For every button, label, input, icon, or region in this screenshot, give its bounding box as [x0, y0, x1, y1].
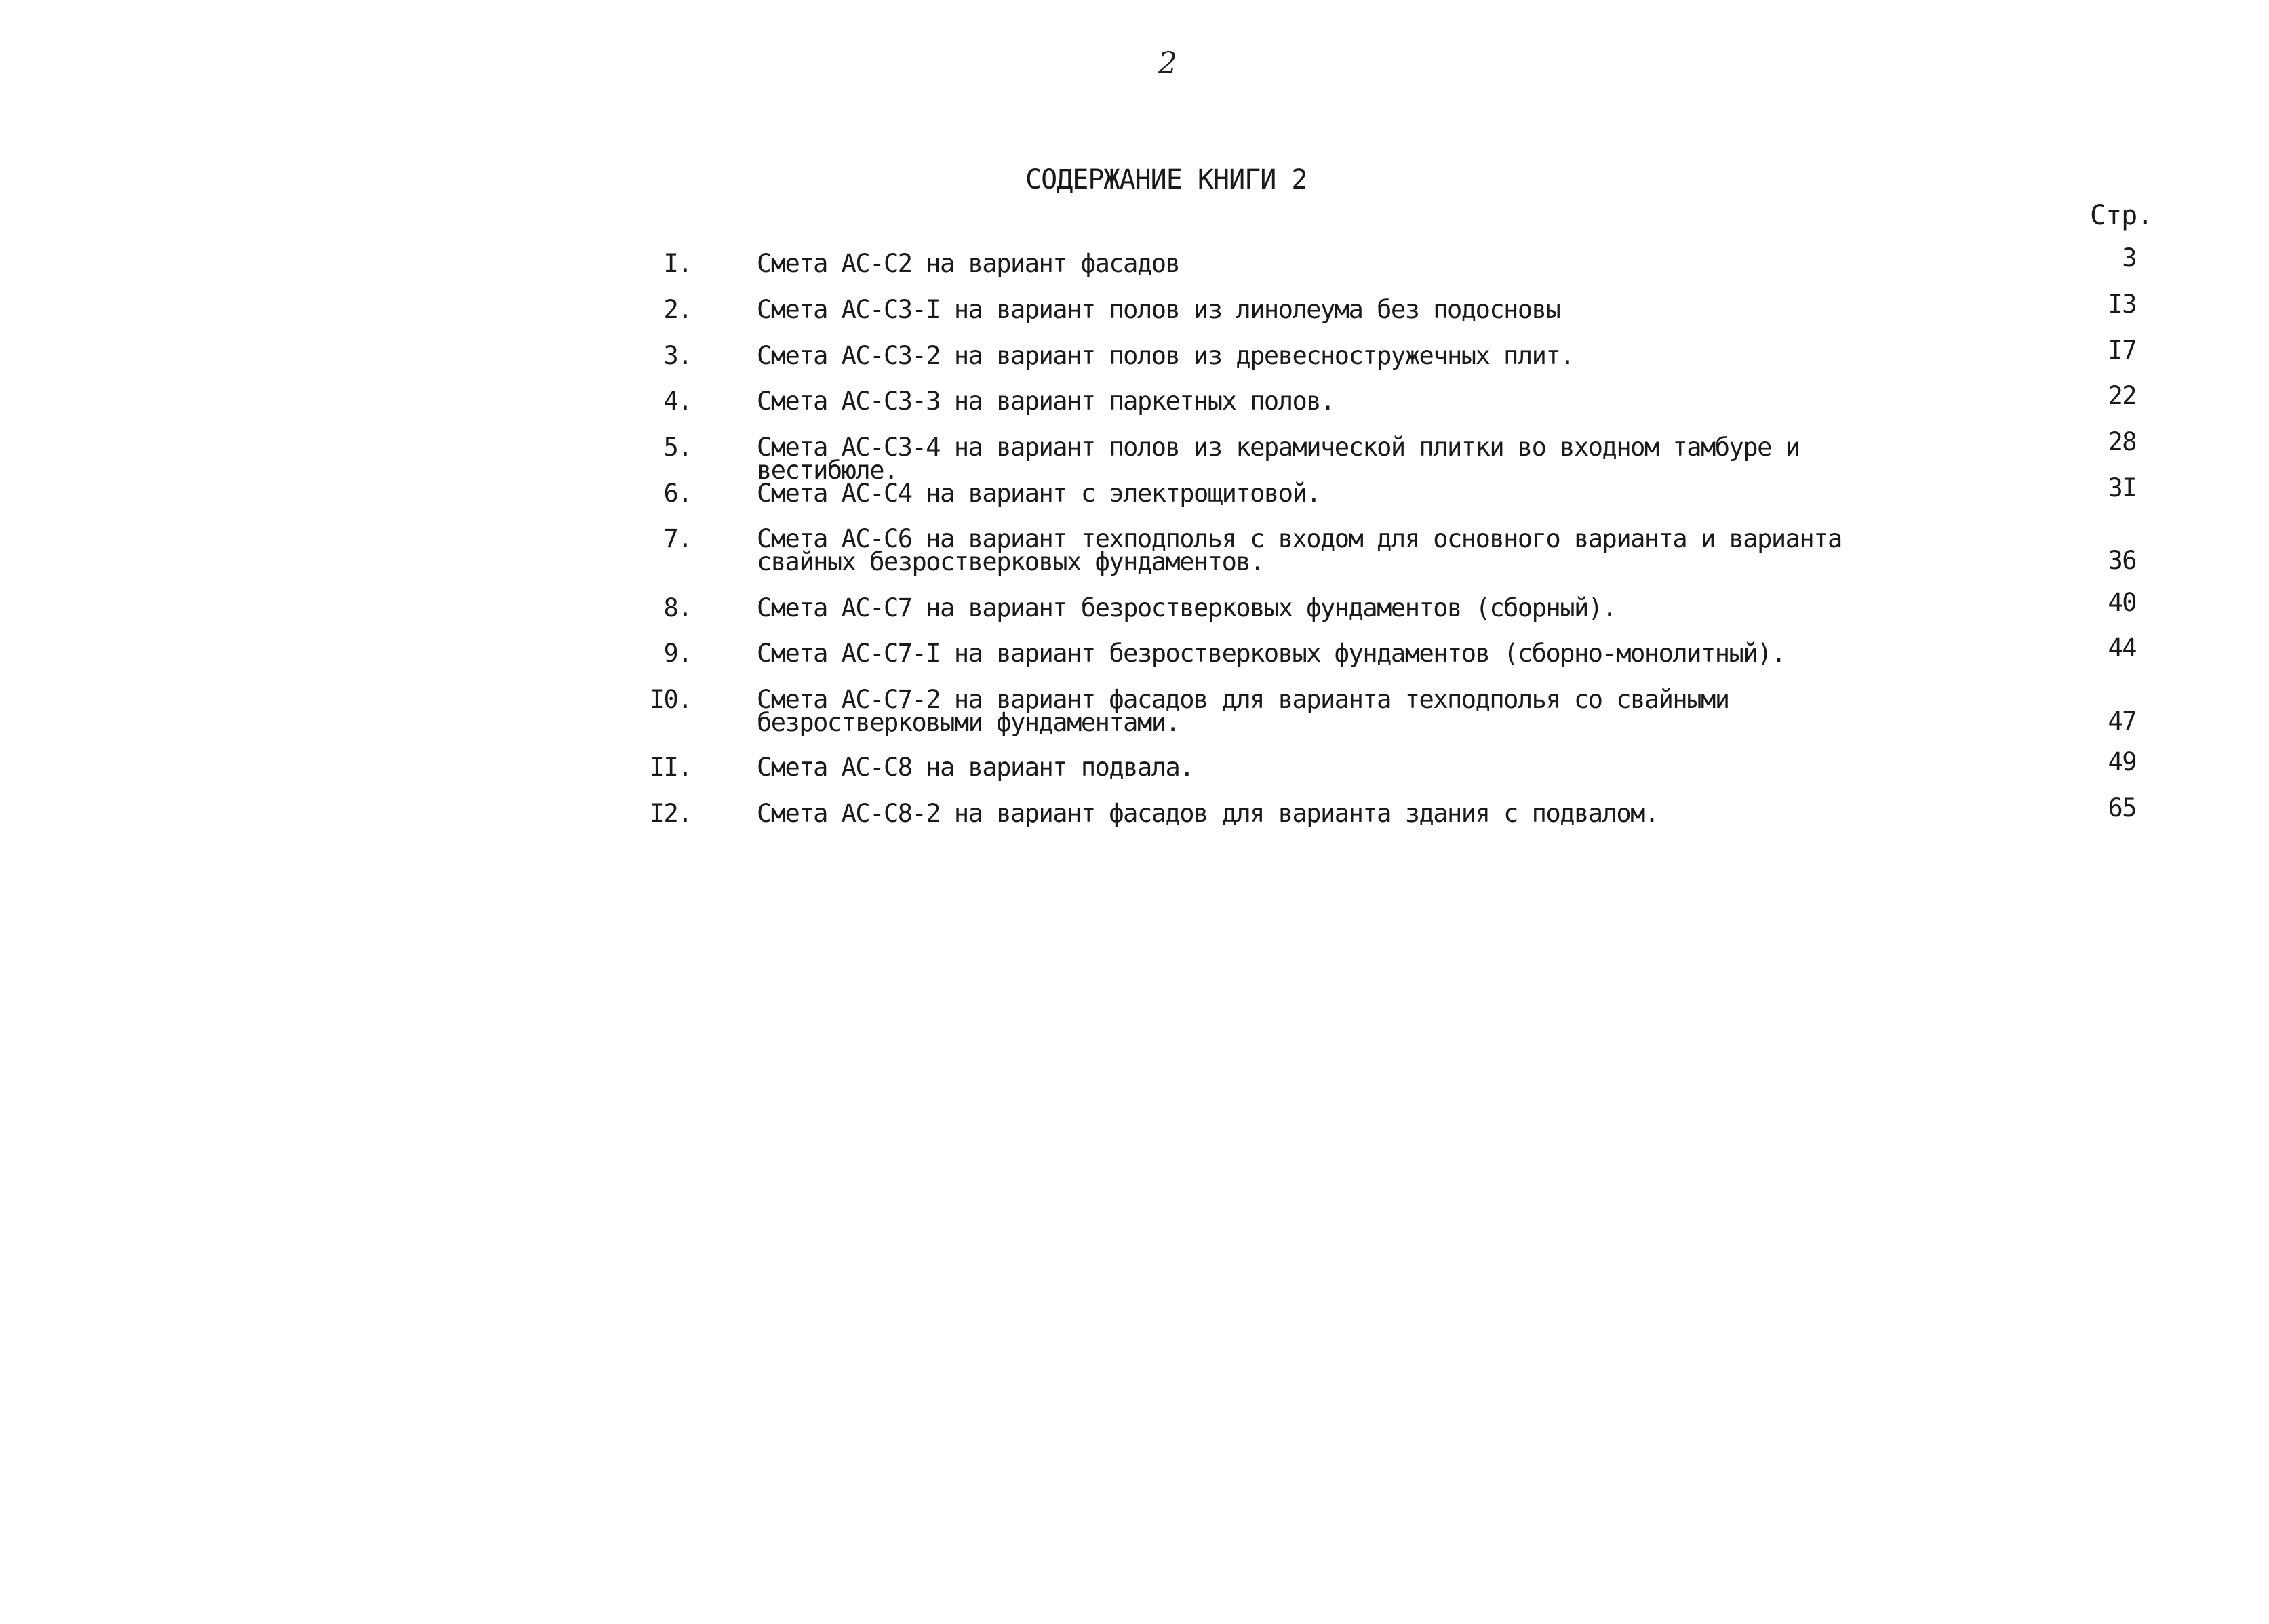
toc-entry-number: I2.	[649, 799, 692, 828]
toc-entry-title: Смета АС-С8 на вариант подвала.	[757, 753, 1194, 782]
toc-entry-title: Смета АС-С7 на вариант безростверковых фундаментов (сборный).	[757, 593, 1617, 622]
toc-entry-title: Смета АС-С2 на вариант фасадов	[757, 249, 1180, 278]
toc-entry-page: 47	[2108, 707, 2136, 736]
toc-entry-page: 44	[2108, 633, 2136, 662]
toc-entry-number: 4.	[663, 387, 692, 416]
toc-entry-page: I7	[2108, 336, 2136, 365]
toc-entry-title: Смета АС-С3-I на вариант полов из линолеума без подосновы	[757, 295, 1560, 324]
toc-entry-title: Смета АС-С3-2 на вариант полов из древесностружечных плит.	[757, 341, 1575, 370]
toc-entry-title: Смета АС-С6 на вариант техподполья с входом для основного варианта и варианта свайных безростверковых фундаментов.	[757, 524, 1842, 576]
page-number: 2	[1158, 46, 1177, 81]
toc-entry-page: 65	[2108, 793, 2136, 823]
toc-entry-number: 2.	[663, 295, 692, 324]
document-title: СОДЕРЖАНИЕ КНИГИ 2	[1025, 164, 1307, 195]
toc-entry-page: 22	[2108, 381, 2136, 410]
toc-entry-title: Смета АС-С4 на вариант с электрощитовой.	[757, 479, 1321, 508]
toc-entry-page: 36	[2108, 546, 2136, 575]
toc-entry-page: 3I	[2108, 473, 2136, 502]
toc-entry-page: 40	[2108, 588, 2136, 617]
toc-entry-title: Смета АС-С7-2 на вариант фасадов для варианта техподполья со свайными безростверковыми фундаментами.	[757, 685, 1729, 737]
toc-entry-number: 8.	[663, 593, 692, 622]
toc-entry-number: I.	[663, 249, 692, 278]
toc-entry-number: 3.	[663, 341, 692, 370]
toc-entry-number: 9.	[663, 639, 692, 668]
toc-entry-title: Смета АС-С8-2 на вариант фасадов для варианта здания с подвалом.	[757, 799, 1659, 828]
toc-entry-number: II.	[649, 753, 692, 782]
toc-entry-title: Смета АС-С7-I на вариант безростверковых фундаментов (сборно-монолитный).	[757, 639, 1785, 668]
toc-entry-number: I0.	[649, 685, 692, 714]
toc-entry-title: Смета АС-С3-4 на вариант полов из керамической плитки во входном тамбуре и вестибюле.	[757, 433, 1800, 485]
toc-entry-page: 49	[2108, 747, 2136, 776]
toc-entry-page: I3	[2108, 290, 2136, 319]
toc-entry-number: 5.	[663, 433, 692, 462]
toc-entry-title: Смета АС-С3-3 на вариант паркетных полов.	[757, 387, 1335, 416]
toc-entry-number: 7.	[663, 524, 692, 553]
toc-entry-number: 6.	[663, 479, 692, 508]
toc-entry-page: 3	[2122, 243, 2136, 273]
page-column-header: Стр.	[2090, 200, 2153, 231]
toc-entry-page: 28	[2108, 427, 2136, 456]
